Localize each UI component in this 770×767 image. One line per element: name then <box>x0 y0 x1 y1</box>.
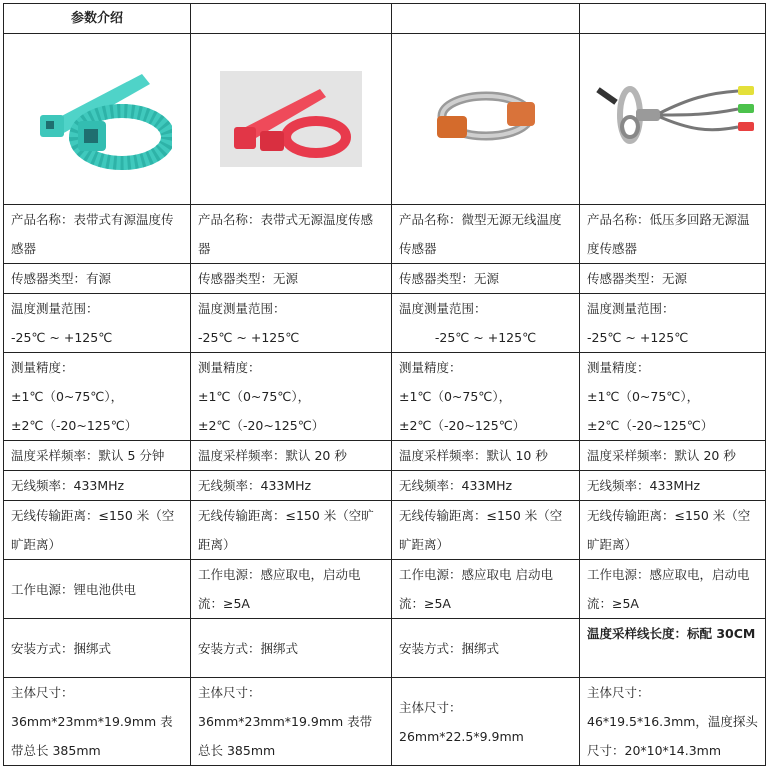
sensor-type: 传感器类型：无源 <box>580 264 766 294</box>
ring-micro-sensor-image <box>431 84 541 154</box>
sampling-rate: 温度采样频率：默认 20 秒 <box>191 441 392 471</box>
wireless-frequency: 无线频率：433MHz <box>580 471 766 501</box>
range-label: 温度测量范围： <box>11 301 99 316</box>
power-supply: 工作电源：锂电池供电 <box>4 560 191 619</box>
accuracy-1: ±1℃（0~75℃）， <box>587 389 700 404</box>
product-name: 产品名称：表带式无源温度传感器 <box>191 205 392 264</box>
parameter-table <box>3 3 766 766</box>
image-row <box>4 34 766 205</box>
header-title: 参数介绍 <box>4 4 191 34</box>
header-cell-4 <box>580 4 766 34</box>
product-name: 产品名称：微型无源无线温度传感器 <box>392 205 580 264</box>
transmission-distance: 无线传输距离：≤150 米（空旷距离） <box>392 501 580 560</box>
product-name-row <box>4 205 766 264</box>
product-image-cell-3 <box>392 34 580 205</box>
product-name: 产品名称：低压多回路无源温度传感器 <box>580 205 766 264</box>
product-name: 产品名称：表带式有源温度传感器 <box>4 205 191 264</box>
multi-loop-sensor-image <box>588 79 758 159</box>
accuracy-label: 测量精度： <box>11 360 74 375</box>
sensor-type: 传感器类型：无源 <box>392 264 580 294</box>
accuracy-1: ±1℃（0~75℃）， <box>198 389 311 404</box>
range-label: 温度测量范围： <box>198 301 286 316</box>
accuracy-label: 测量精度： <box>198 360 261 375</box>
sensor-type: 传感器类型：有源 <box>4 264 191 294</box>
accuracy-2: ±2℃（-20~125℃） <box>198 418 325 433</box>
installation-row <box>4 619 766 678</box>
accuracy-1: ±1℃（0~75℃）， <box>11 389 124 404</box>
dimensions-value: 36mm*23mm*19.9mm 表带总长 385mm <box>198 714 373 758</box>
wireless-frequency-row <box>4 471 766 501</box>
sampling-rate: 温度采样频率：默认 5 分钟 <box>4 441 191 471</box>
range-label: 温度测量范围： <box>399 301 487 316</box>
dimensions-value: 26mm*22.5*9.9mm <box>399 728 524 744</box>
installation-method: 安装方式：捆绑式 <box>392 619 580 678</box>
accuracy-2: ±2℃（-20~125℃） <box>399 418 526 433</box>
sensor-type: 传感器类型：无源 <box>191 264 392 294</box>
dimensions-value: 36mm*23mm*19.9mm 表带总长 385mm <box>11 714 173 758</box>
dimensions-row <box>4 678 766 766</box>
accuracy-2: ±2℃（-20~125℃） <box>587 418 714 433</box>
wireless-frequency: 无线频率：433MHz <box>4 471 191 501</box>
wireless-frequency: 无线频率：433MHz <box>191 471 392 501</box>
sampling-wire-length: 温度采样线长度：标配 30CM <box>580 619 766 678</box>
red-strap-sensor-image <box>220 71 362 167</box>
accuracy-2: ±2℃（-20~125℃） <box>11 418 138 433</box>
range-value: -25℃ ~ +125℃ <box>587 330 689 345</box>
temperature-range-row <box>4 294 766 353</box>
range-label: 温度测量范围： <box>587 301 675 316</box>
range-value: -25℃ ~ +125℃ <box>434 330 537 345</box>
dimensions-label: 主体尺寸： <box>587 685 650 700</box>
power-supply: 工作电源：感应取电，启动电流：≥5A <box>580 560 766 619</box>
header-cell-3 <box>392 4 580 34</box>
dimensions-value: 46*19.5*16.3mm，温度探头尺寸：20*10*14.3mm <box>587 714 758 758</box>
product-image-cell-2 <box>191 34 392 205</box>
dimensions-label: 主体尺寸： <box>198 685 261 700</box>
product-image-cell-1 <box>4 34 191 205</box>
sampling-rate-row <box>4 441 766 471</box>
product-image-cell-4 <box>580 34 766 205</box>
transmission-distance: 无线传输距离：≤150 米（空旷距离） <box>191 501 392 560</box>
wireless-frequency: 无线频率：433MHz <box>392 471 580 501</box>
sampling-rate: 温度采样频率：默认 10 秒 <box>392 441 580 471</box>
range-value: -25℃ ~ +125℃ <box>11 330 113 345</box>
turquoise-strap-sensor-image <box>22 59 172 179</box>
transmission-distance: 无线传输距离：≤150 米（空旷距离） <box>4 501 191 560</box>
accuracy-row <box>4 353 766 441</box>
range-value: -25℃ ~ +125℃ <box>198 330 300 345</box>
transmission-distance: 无线传输距离：≤150 米（空旷距离） <box>580 501 766 560</box>
header-cell-2 <box>191 4 392 34</box>
header-row <box>4 4 766 34</box>
power-supply: 工作电源：感应取电 启动电流：≥5A <box>392 560 580 619</box>
installation-method: 安装方式：捆绑式 <box>191 619 392 678</box>
sampling-rate: 温度采样频率：默认 20 秒 <box>580 441 766 471</box>
accuracy-label: 测量精度： <box>399 360 462 375</box>
power-supply-row <box>4 560 766 619</box>
power-supply: 工作电源：感应取电，启动电流：≥5A <box>191 560 392 619</box>
installation-method: 安装方式：捆绑式 <box>4 619 191 678</box>
transmission-distance-row <box>4 501 766 560</box>
sensor-type-row <box>4 264 766 294</box>
dimensions-label: 主体尺寸： <box>399 699 462 715</box>
accuracy-label: 测量精度： <box>587 360 650 375</box>
accuracy-1: ±1℃（0~75℃）， <box>399 389 512 404</box>
dimensions-label: 主体尺寸： <box>11 685 74 700</box>
